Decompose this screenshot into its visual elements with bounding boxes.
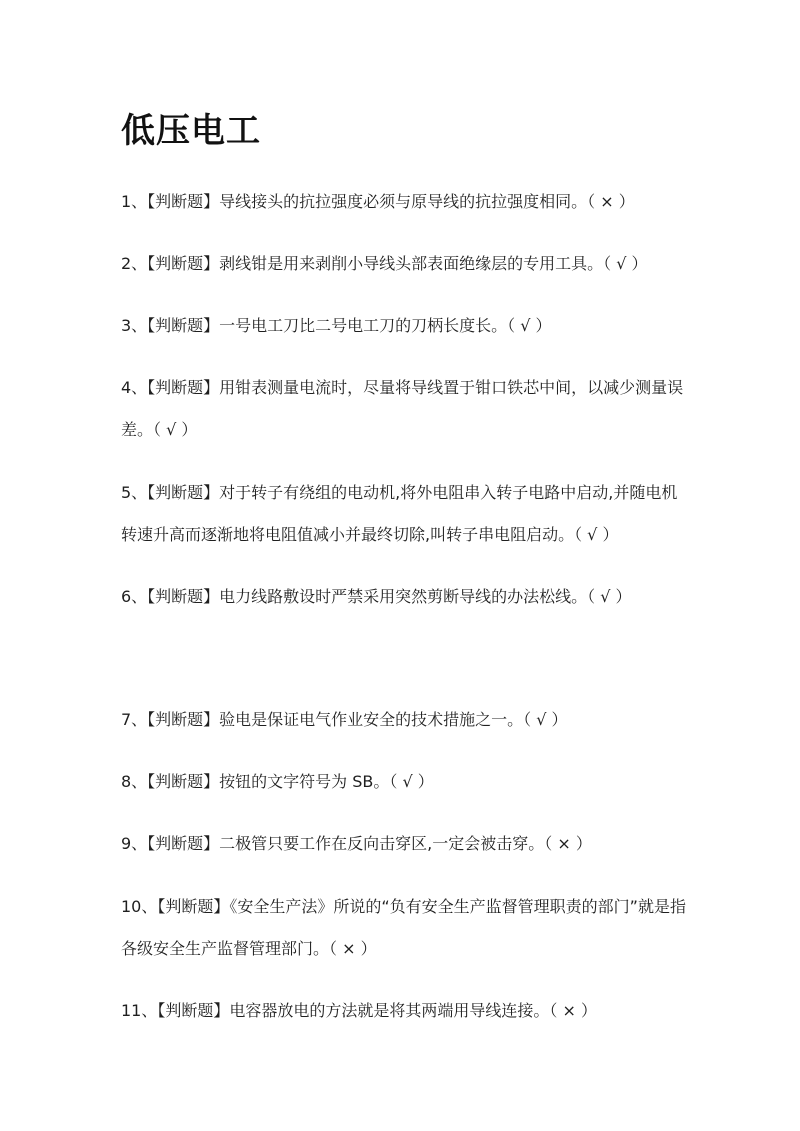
question-item-10: 10、【判断题】《安全生产法》所说的“负有安全生产监督管理职责的部门”就是指各级安全生产监督管理部门。（ × ） — [121, 897, 686, 958]
question-item-2: 2、【判断题】剥线钳是用来剥削小导线头部表面绝缘层的专用工具。（ √ ） — [121, 254, 648, 273]
question-item-6: 6、【判断题】电力线路敷设时严禁采用突然剪断导线的办法松线。（ √ ） — [121, 587, 632, 606]
question-item-3: 3、【判断题】一号电工刀比二号电工刀的刀柄长度长。（ √ ） — [121, 316, 552, 335]
question-item-1: 1、【判断题】导线接头的抗拉强度必须与原导线的抗拉强度相同。（ × ） — [121, 192, 635, 211]
question-item-4: 4、【判断题】用钳表测量电流时，尽量将导线置于钳口铁芯中间，以减少测量误差。（ √ ） — [121, 378, 684, 439]
document-title: 低压电工 — [121, 111, 261, 151]
question-item-5: 5、【判断题】对于转子有绕组的电动机,将外电阻串入转子电路中启动,并随电机转速升高而逐渐地将电阻值减小并最终切除,叫转子串电阻启动。（ √ ） — [121, 483, 678, 544]
question-item-8: 8、【判断题】按钮的文字符号为 SB。（ √ ） — [121, 772, 434, 791]
question-item-7: 7、【判断题】验电是保证电气作业安全的技术措施之一。（ √ ） — [121, 710, 568, 729]
question-item-9: 9、【判断题】二极管只要工作在反向击穿区,一定会被击穿。（ × ） — [121, 834, 592, 853]
question-item-11: 11、【判断题】电容器放电的方法就是将其两端用导线连接。（ × ） — [121, 1001, 597, 1020]
